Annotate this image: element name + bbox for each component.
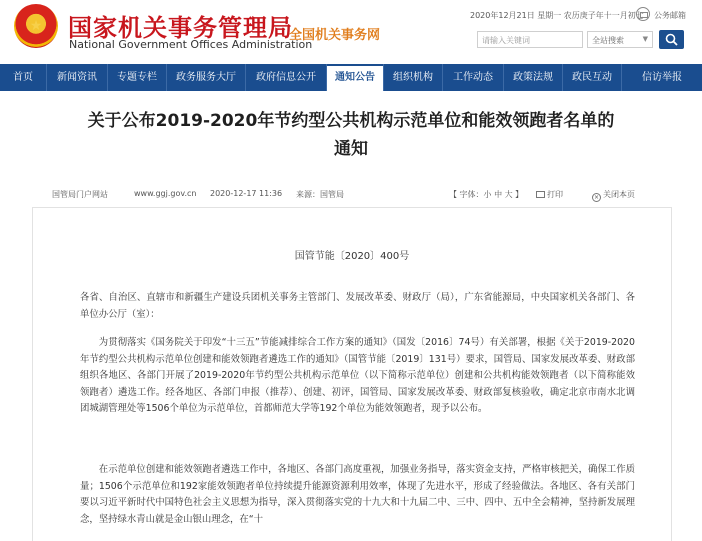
- article-title: [40, 107, 662, 163]
- org-name-cn[interactable]: 国家机关事务管理局: [68, 14, 293, 42]
- nav-item-home[interactable]: 首页: [13, 72, 33, 83]
- printer-icon: [536, 191, 545, 198]
- site-url[interactable]: www.ggj.gov.cn: [134, 189, 197, 198]
- nav-item-petition[interactable]: 信访举报: [642, 72, 682, 83]
- search-button[interactable]: [659, 30, 684, 49]
- nav-item-interaction[interactable]: 政民互动: [572, 72, 612, 83]
- close-icon: ×: [593, 194, 600, 201]
- search-scope-label: 全站搜索: [592, 36, 624, 45]
- nav-item-work-updates[interactable]: 工作动态: [453, 72, 493, 83]
- org-subtitle[interactable]: 全国机关事务网: [289, 28, 381, 43]
- nav-item-news[interactable]: 新闻资讯: [57, 72, 97, 83]
- print-button[interactable]: [536, 189, 563, 200]
- article-meta: [52, 189, 652, 203]
- nav-item-organization[interactable]: 组织机构: [393, 72, 433, 83]
- close-label: 关闭本页: [603, 190, 635, 199]
- close-page-button[interactable]: [592, 189, 635, 202]
- print-label: 打印: [547, 190, 563, 199]
- article-body: [32, 207, 672, 541]
- mail-icon[interactable]: [636, 7, 650, 21]
- nav-item-services[interactable]: 政务服务大厅: [176, 72, 236, 83]
- body-paragraph-1: 为贯彻落实《国务院关于印发“十三五”节能减排综合工作方案的通知》（国发〔2016〕74号）有关部署，根据《关于2019-2020年节约型公共机构示范单位创建和能效领跑者遴选工作的通知》（国管节能〔2019〕131号）要求，国管局、国家发展改革委、财政部组织各地区、各部门开展了2019-2020年节约型公共机构示范单位（以下简称示范单位）创建和公共机构能效领跑者（以下简称能效领跑者）遴选工作。经各地区、各部门申报（推荐）、创建、初评，国管局、国家发展改革委、财政部复核验收，确定北京市南水北调团城湖管理处等1506个单位为示范单位，首都师范大学等192个单位为能效领跑者，现予以公布。: [80, 337, 635, 414]
- national-emblem-logo: [14, 4, 58, 48]
- org-name-en: National Government Offices Administration: [69, 38, 313, 51]
- star-icon: ★: [29, 18, 43, 34]
- source-site: 国管局门户网站: [52, 190, 108, 199]
- search-icon: [665, 33, 678, 46]
- chevron-down-icon: ▼: [642, 35, 648, 43]
- mailbox-link[interactable]: 公务邮箱: [654, 11, 686, 20]
- nav-item-policies[interactable]: 政策法规: [513, 72, 553, 83]
- main-nav: [0, 64, 702, 91]
- site-header: [0, 0, 702, 62]
- search-input[interactable]: 请输入关键词: [477, 31, 583, 48]
- nav-item-topics[interactable]: 专题专栏: [117, 72, 157, 83]
- nav-item-info-disclosure[interactable]: 政府信息公开: [256, 72, 316, 83]
- publish-datetime: 2020-12-17 11:36: [210, 189, 283, 198]
- article-title-line1: 关于公布2019-2020年节约型公共机构示范单位和能效领跑者名单的: [87, 111, 615, 131]
- article-origin: 来源：国管局: [296, 190, 344, 199]
- search-scope-select[interactable]: [587, 31, 653, 48]
- body-paragraph-2: 在示范单位创建和能效领跑者遴选工作中，各地区、各部门高度重视，加强业务指导，落实资金支持，严格审核把关，确保工作质量；1506个示范单位和192家能效领跑者单位持续提升能源资源利用效率，体现了先进水平，形成了经验做法。各地区、各有关部门要以习近平新时代中国特色社会主义思想为指导，深入贯彻落实党的十九大和十九届二中、三中、四中、五中全会精神，坚持新发展理念，坚持绿水青山就是金山银山理念，在“十: [80, 464, 635, 525]
- document-number: 国管节能〔2020〕400号: [294, 251, 410, 262]
- nav-item-notices[interactable]: 通知公告: [327, 64, 383, 91]
- addressee-paragraph: 各省、自治区、直辖市和新疆生产建设兵团机关事务主管部门、发展改革委、财政厅（局），广东省能源局，中央国家机关各部门、各单位办公厅（室）：: [80, 292, 635, 320]
- date-line: 2020年12月21日 星期一 农历庚子年十一月初七: [470, 11, 644, 20]
- font-size-controls[interactable]: 【 字体：小 中 大 】: [449, 190, 524, 199]
- article-title-line2: 通知: [334, 139, 368, 159]
